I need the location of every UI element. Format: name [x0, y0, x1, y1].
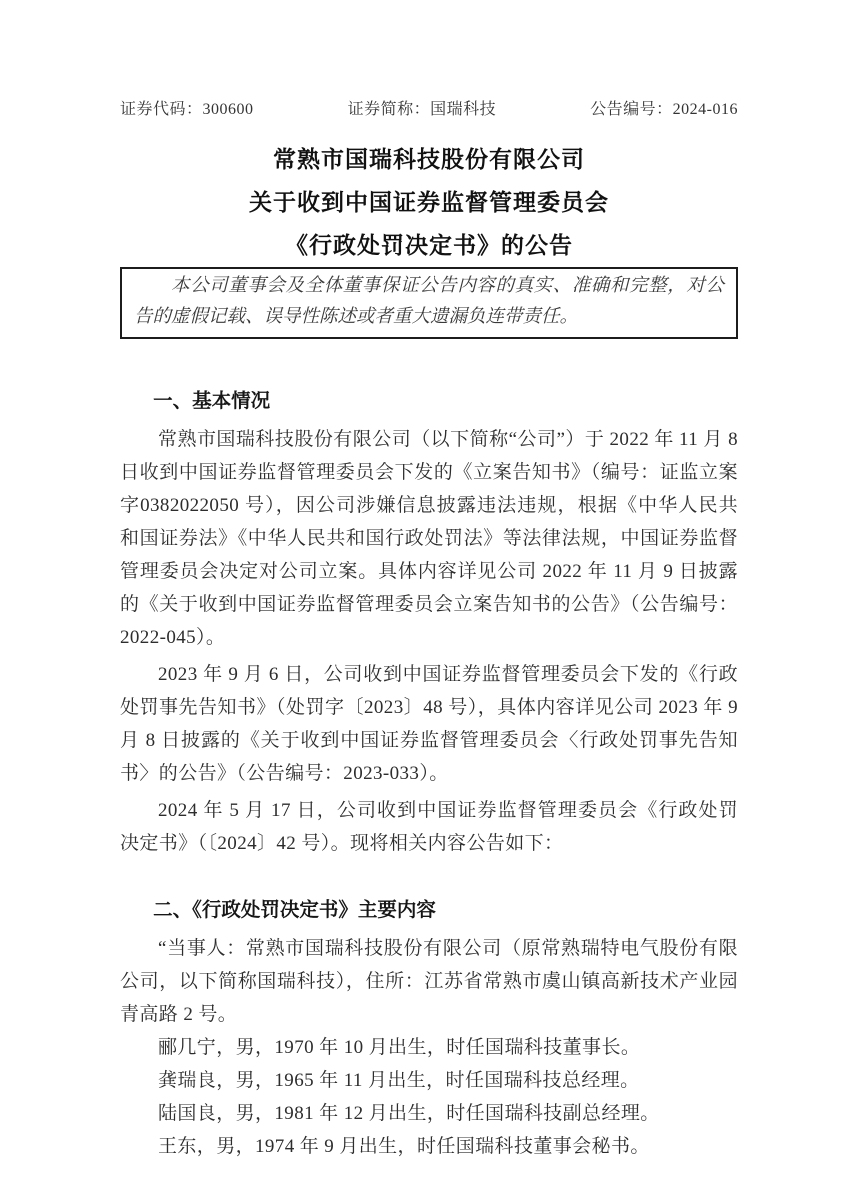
section-2-person-line-4: 王东，男，1974 年 9 月出生，时任国瑞科技董事会秘书。: [158, 1136, 650, 1157]
page-title-line-3: 《行政处罚决定书》的公告: [285, 233, 573, 258]
section-1-paragraph-3: 2024 年 5 月 17 日，公司收到中国证券监督管理委员会《行政处罚决定书》（〔2024〕42 号）。现将相关内容公告如下：: [120, 800, 738, 854]
section-2-paragraph-1: “当事人：常熟市国瑞科技股份有限公司（原常熟瑞特电气股份有限公司，以下简称国瑞科技），住所：江苏省常熟市虞山镇高新技术产业园青高路 2 号。: [120, 938, 738, 1025]
section-1-heading: 一、基本情况: [153, 391, 271, 412]
section-2-heading: 二、《行政处罚决定书》主要内容: [153, 900, 436, 921]
title-block: [120, 138, 738, 267]
page-title-line-1: 常熟市国瑞科技股份有限公司: [273, 147, 585, 172]
document-header: [120, 100, 738, 120]
section-2-person-line-3: 陆国良，男，1981 年 12 月出生，时任国瑞科技副总经理。: [158, 1103, 660, 1124]
disclaimer-box: [120, 267, 738, 339]
stock-code-label: 证券代码：300600: [120, 101, 254, 118]
section-1-paragraph-2: 2023 年 9 月 6 日，公司收到中国证券监督管理委员会下发的《行政处罚事先告知书》（处罚字〔2023〕48 号），具体内容详见公司 2023 年 9 月 8 日披露的《关于收到中国证券监督管理委员会〈行政处罚事先告知书〉的公告》（公告编号：2023-033）。: [120, 664, 738, 784]
announcement-number-label: 公告编号：2024-016: [590, 101, 738, 118]
section-2-person-line-2: 龚瑞良，男，1965 年 11 月出生，时任国瑞科技总经理。: [158, 1070, 640, 1091]
section-1-paragraph-1: 常熟市国瑞科技股份有限公司（以下简称“公司”）于 2022 年 11 月 8 日收到中国证券监督管理委员会下发的《立案告知书》（编号：证监立案字0382022050 号），因公司涉嫌信息披露违法违规，根据《中华人民共和国证券法》《中华人民共和国行政处罚法》等法律法规，中国证券监督管理委员会决定对公司立案。具体内容详见公司 2022 年 11 月 9 日披露的《关于收到中国证券监督管理委员会立案告知书的公告》（公告编号：2022-045）。: [120, 429, 738, 648]
disclaimer-text: 本公司董事会及全体董事保证公告内容的真实、准确和完整，对公告的虚假记载、误导性陈述或者重大遗漏负连带责任。: [134, 276, 724, 327]
stock-abbr-label: 证券简称：国瑞科技: [347, 101, 497, 118]
document-content: [120, 0, 738, 1163]
section-2-person-line-1: 郦几宁，男，1970 年 10 月出生，时任国瑞科技董事长。: [158, 1037, 641, 1058]
page-title-line-2: 关于收到中国证券监督管理委员会: [249, 190, 609, 215]
